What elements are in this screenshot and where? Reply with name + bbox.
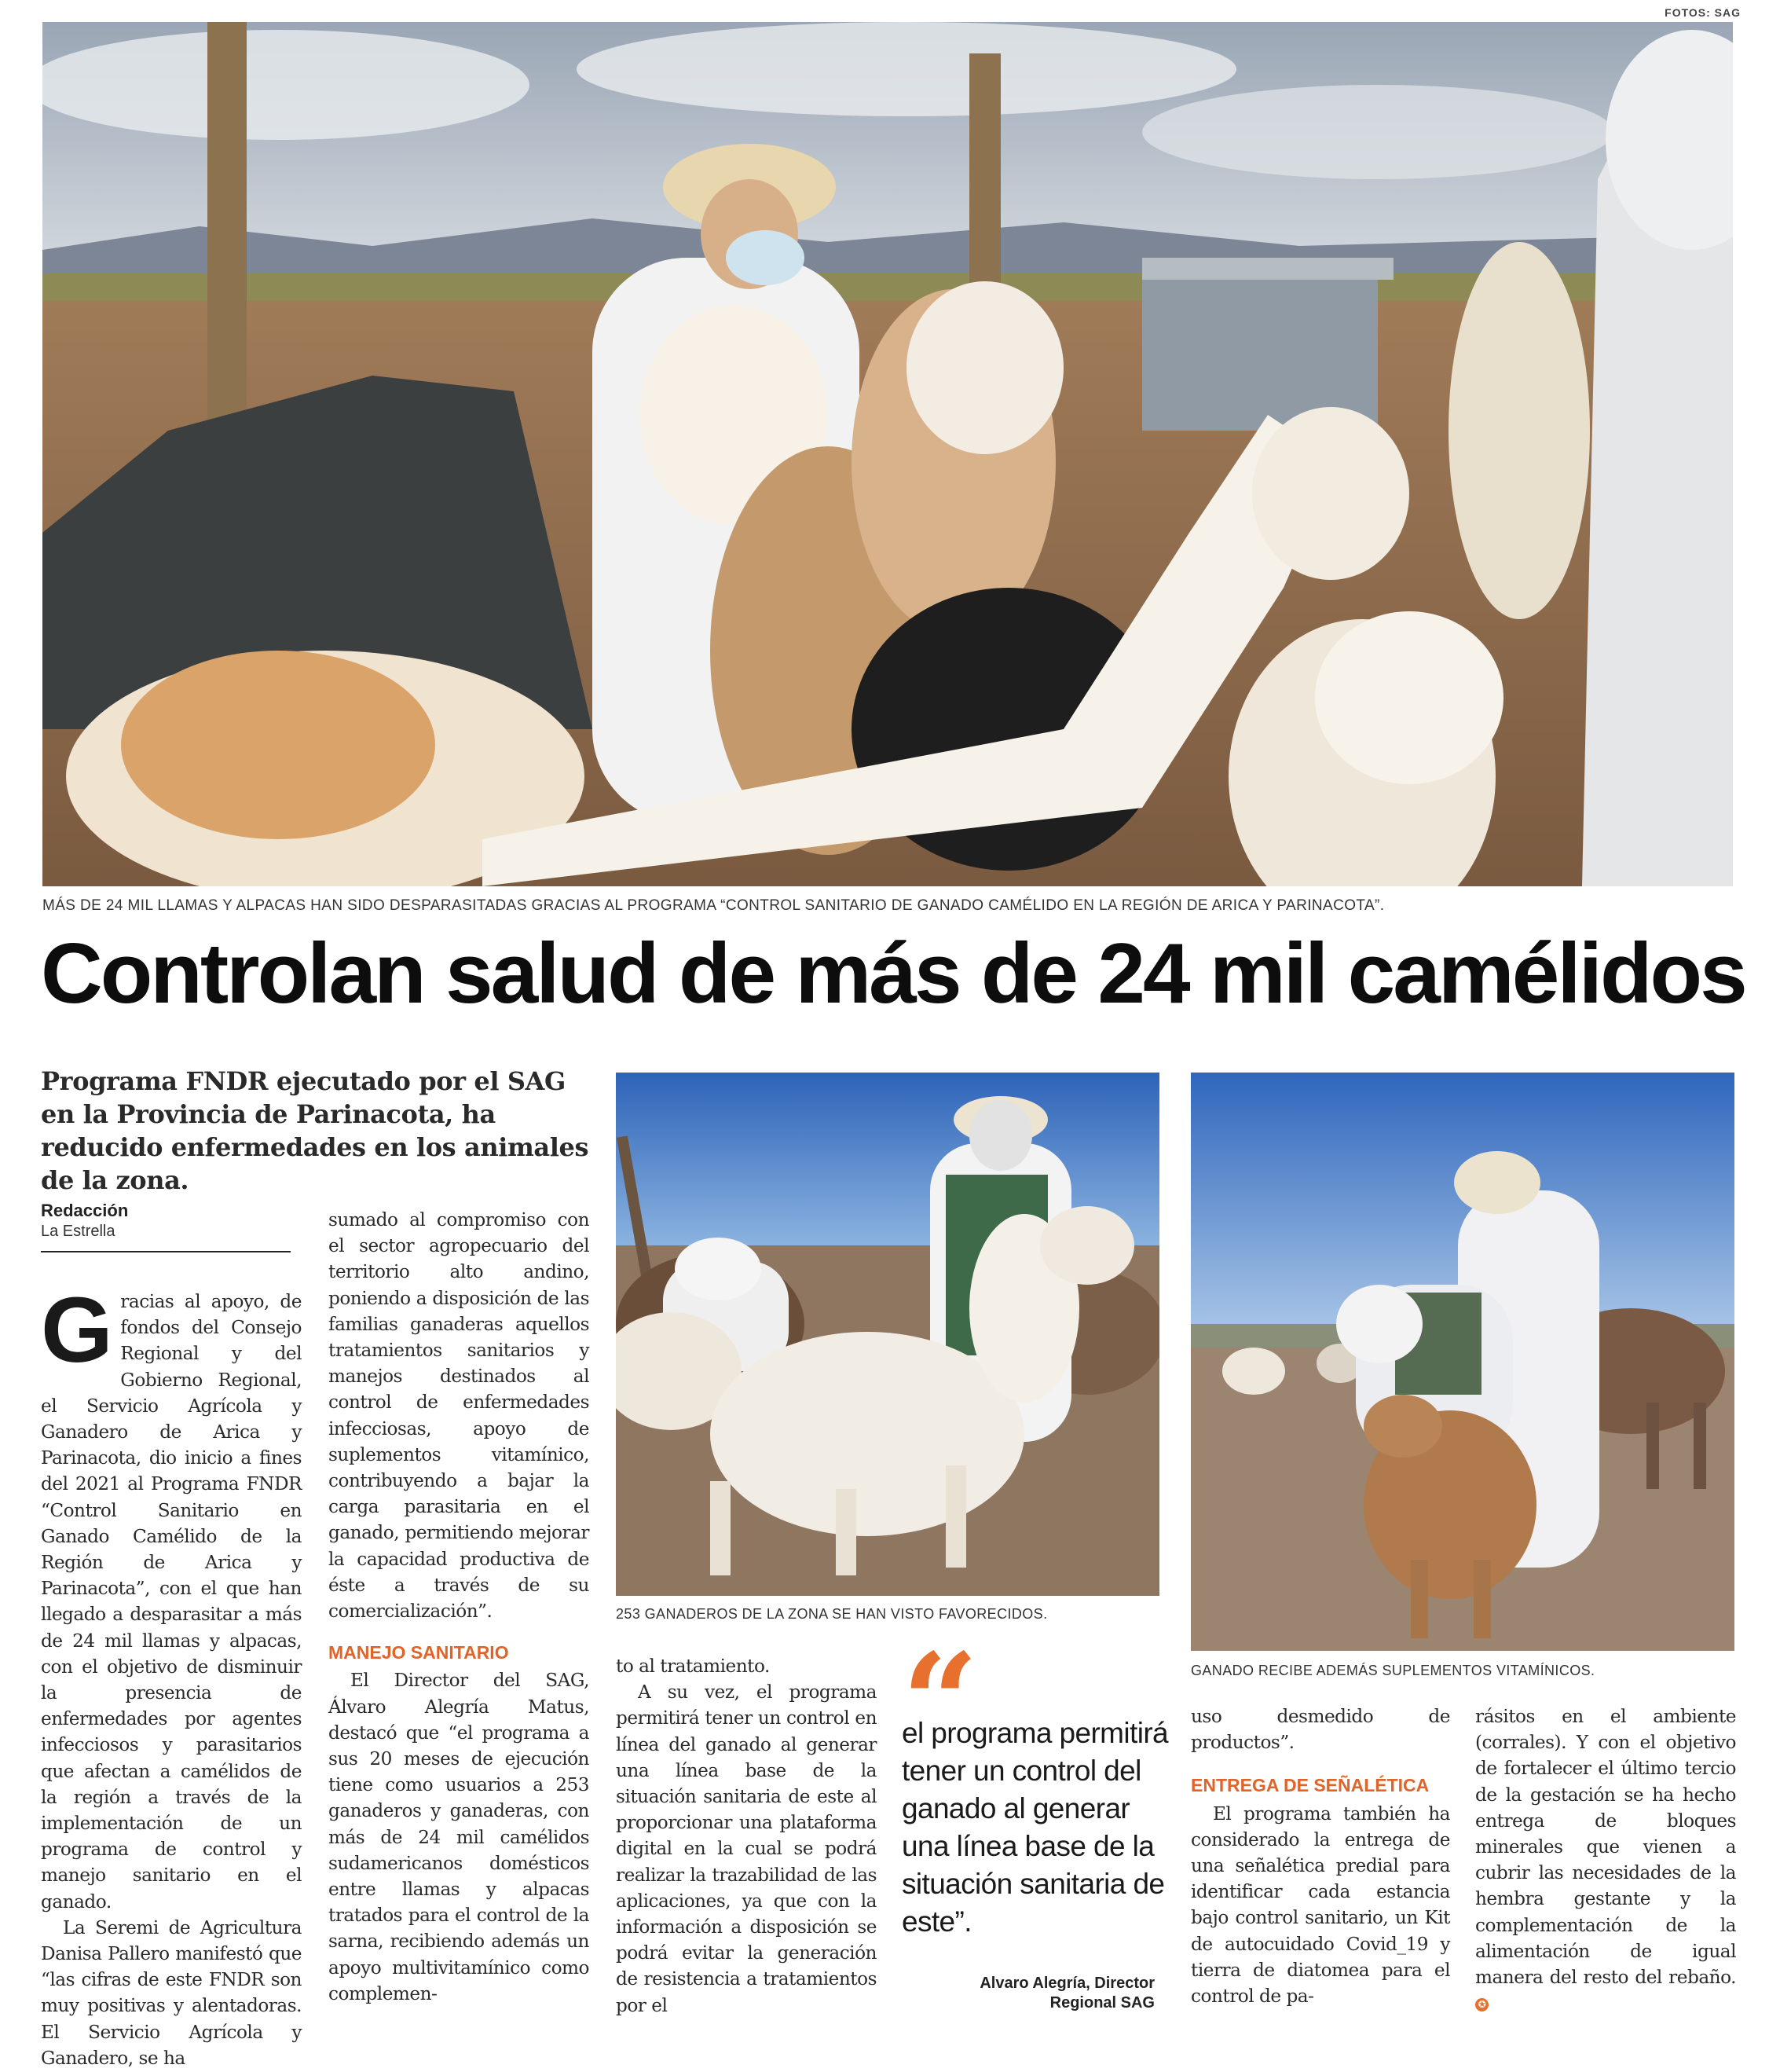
column-5: [1475, 1703, 1736, 2016]
photo-ganaderos: [616, 1073, 1159, 1596]
col3-paragraph-1: to al tratamiento.: [616, 1656, 770, 1677]
column-3: [616, 1653, 877, 2019]
pull-quote-attribution: [911, 1974, 1155, 2013]
subhead-entrega-senaletica: ENTREGA DE SEÑALÉTICA: [1191, 1775, 1430, 1796]
column-4: [1191, 1703, 1450, 2009]
col2-paragraph-2: El Director del SAG, Álvaro Alegría Matus, destacó que “el programa a sus 20 meses de ejecución tiene como usuarios a 253 ganaderos y ganaderas, con más de 24 mil camélidos sudamericanos domésticos entre llamas y alpacas tratados para el control de la sarna, recibiendo además un apoyo multivitamínico como complemen-: [328, 1670, 589, 2004]
col5-paragraph-1: rásitos en el ambiente (corrales). Y con el objetivo de fortalecer el último tercio de la gestación se ha hecho entrega de bloques minerales que vienen a cubrir las necesidades de la hembra gestante y la complementación de la alimentación de igual manera del resto del rebaño.: [1475, 1706, 1736, 1989]
photo-ganaderos-caption: 253 GANADEROS DE LA ZONA SE HAN VISTO FAVORECIDOS.: [616, 1606, 1048, 1622]
attribution-line-1: Alvaro Alegría, Director: [980, 1975, 1155, 1992]
end-mark-icon: ✪: [1475, 1998, 1489, 2011]
main-photo-caption: MÁS DE 24 MIL LLAMAS Y ALPACAS HAN SIDO DESPARASITADAS GRACIAS AL PROGRAMA “CONTROL SANITARIO DE GANADO CAMÉLIDO EN LA REGIÓN DE ARICA Y PARINACOTA”.: [42, 897, 1385, 914]
col1-paragraph-2: La Seremi de Agricultura Danisa Pallero manifestó que “las cifras de este FNDR son muy positivas y alentadoras. El Servicio Agrícola y Ganadero, se ha: [41, 1916, 302, 2069]
col1-paragraph-1: racias al apoyo, de fondos del Consejo Regional y del Gobierno Regional, el Servicio Agrícola y Ganadero de Arica y Parinacota, dio inicio a fines del 2021 al Programa FNDR “Control Sanitario en Ganado Camélido de la Región de Arica y Parinacota”, con el que han llegado a desparasitar a más de 24 mil llamas y alpacas, con el objetivo de disminuir la presencia de enfermedades por agentes infecciosos y parasitarios que afectan a camélidos de la región a través de la implementación de un programa de control y manejo sanitario en el ganado.: [41, 1291, 302, 1912]
column-2: [328, 1207, 589, 2007]
column-1: [41, 1278, 302, 2071]
byline-rule: [41, 1251, 291, 1252]
col4-paragraph-2: El programa también ha considerado la entrega de una señalética predial para identificar cada estancia bajo control sanitario, un Kit de autocuidado Covid_19 y tierra de diatomea para el control de pa-: [1191, 1802, 1450, 2008]
col4-paragraph-1: uso desmedido de productos”.: [1191, 1706, 1450, 1754]
photo-credit: FOTOS: SAG: [1665, 6, 1741, 19]
dropcap: G: [41, 1278, 113, 1382]
main-photo: [42, 22, 1733, 886]
headline: Controlan salud de más de 24 mil camélidos: [41, 926, 1745, 1021]
col3-paragraph-2: A su vez, el programa permitirá tener un control en línea del ganado al generar una línea base de la situación sanitaria de este al proporcionar una plataforma digital en la cual se podrá realizar la trazabilidad de las aplicaciones, ya que con la información a disposición se podrá evitar la generación de resistencia a tratamientos por el: [616, 1681, 877, 2016]
pull-quote: el programa permitirá tener un control del ganado al generar una línea base de la situación sanitaria de este”.: [902, 1717, 1169, 1938]
photo-suplementos: [1191, 1073, 1734, 1651]
byline-publication: La Estrella: [41, 1223, 115, 1240]
quote-mark-icon: “: [902, 1624, 979, 1781]
subhead-manejo-sanitario: MANEJO SANITARIO: [328, 1642, 509, 1663]
photo-suplementos-caption: GANADO RECIBE ADEMÁS SUPLEMENTOS VITAMÍNICOS.: [1191, 1663, 1595, 1678]
byline-name: Redacción: [41, 1201, 129, 1220]
deck: Programa FNDR ejecutado por el SAG en la Provincia de Parinacota, ha reducido enfermedades en los animales de la zona.: [41, 1066, 589, 1195]
attribution-line-2: Regional SAG: [1049, 1994, 1155, 2011]
col2-paragraph-1: sumado al compromiso con el sector agropecuario del territorio alto andino, poniendo a disposición de las familias ganaderas aquellos tratamientos sanitarios y manejos destinados al control de enfermedades infecciosas, apoyo de suplementos vitamínico, contribuyendo a bajar la carga parasitaria en el ganado, permitiendo mejorar la capacidad productiva de éste a través de su comercialización”.: [328, 1209, 589, 1623]
